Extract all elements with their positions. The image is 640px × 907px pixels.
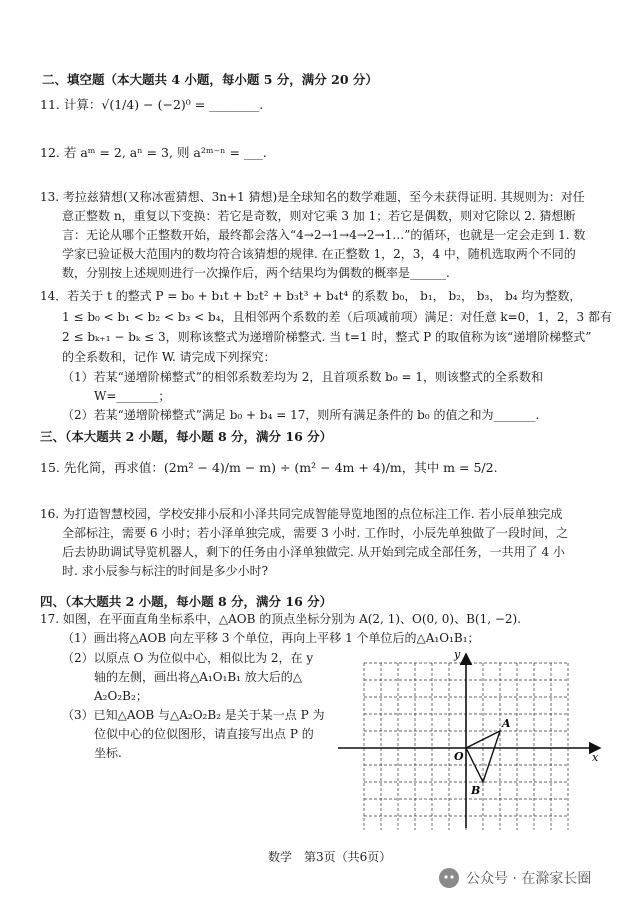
question-17-line: （3）已知△AOB 与△A₂O₂B₂ 是关于某一点 P 为 xyxy=(62,708,325,722)
question-16-line: 时. 求小辰参与标注的时间是多少小时? xyxy=(62,564,269,578)
question-13-line: 意正整数 n，重复以下变换：若它是奇数，则对它乘 3 加 1；若它是偶数，则对它除以 2. 猜想断 xyxy=(62,209,576,223)
section-heading-solve-2: 四、（本大题共 2 小题，每小题 8 分，满分 16 分） xyxy=(40,594,333,609)
question-16-line: 16. 为打造智慧校园，学校安排小辰和小泽共同完成智能导览地图的点位标注工作. 若小辰单独完成 xyxy=(40,507,563,521)
question-14-line: 2 ≤ bₖ₊₁ − bₖ ≤ 3，则称该整式为递增阶梯整式. 当 t=1 时，整式 P 的取值称为该“递增阶梯整式” xyxy=(62,330,592,344)
question-15: 15. 先化简，再求值：(2m² − 4)/m − m) ÷ (m² − 4m + 4)/m，其中 m = 5/2. xyxy=(40,460,498,475)
question-14-line: 14．若关于 t 的整式 P = b₀ + b₁t + b₂t² + b₃t³ + b₄t⁴ 的系数 b₀， b₁， b₂， b₃， b₄ 均为整数， xyxy=(40,289,582,303)
y-axis-label: y xyxy=(454,648,461,661)
question-17-line: 位似中心的位似图形，请直接写出点 P 的 xyxy=(94,727,314,741)
question-17-line: （2）以原点 O 为位似中心，相似比为 2，在 y xyxy=(62,651,314,665)
x-axis-label: x xyxy=(592,751,599,764)
coordinate-grid-figure xyxy=(336,648,604,830)
point-label-o: O xyxy=(454,750,464,763)
question-14-line: 1 ≤ b₀ < b₁ < b₂ < b₃ < b₄，且相邻两个系数的差（后项减前项）满足：对任意 k=0，1，2，3 都有 xyxy=(62,310,613,324)
question-16-line: 全部标注，需要 6 小时；若小泽单独完成，需要 3 小时. 工作时，小辰先单独做了一段时间，之 xyxy=(62,526,569,540)
question-14-line: W=_______； xyxy=(94,389,171,403)
wechat-logo-icon xyxy=(438,867,460,889)
question-16-line: 后去协助调试导览机器人，剩下的任务由小泽单独做完. 从开始到完成全部任务，一共用了 4 小 xyxy=(62,545,565,559)
page-footer: 数学 第3页（共6页） xyxy=(268,850,392,864)
question-14-line: （2）若某“递增阶梯整式”满足 b₀ + b₄ = 17，则所有满足条件的 b₀ 的值之和为_______. xyxy=(62,408,540,422)
question-11: 11. 计算：√(1/4) − (−2)⁰ = ________. xyxy=(40,97,264,112)
section-heading-solve-1: 三、（本大题共 2 小题，每小题 8 分，满分 16 分） xyxy=(40,429,333,444)
point-label-b: B xyxy=(471,784,481,797)
point-labels xyxy=(454,717,511,797)
section-heading-fill-in: 二、填空题（本大题共 4 小题，每小题 5 分，满分 20 分） xyxy=(42,72,378,87)
question-17-line: 坐标. xyxy=(94,746,122,760)
question-13-line: 13. 考拉兹猜想(又称冰雹猜想、3n+1 猜想)是全球知名的数学难题，至今未获得证明. 其规则为：对任 xyxy=(40,190,585,204)
question-13-line: 学家已验证极大范围内的数均符合该猜想的规律. 在正整数 1，2，3，4 中，随机选取两个不同的 xyxy=(62,247,576,261)
watermark xyxy=(438,866,591,890)
question-17-line: A₂O₂B₂； xyxy=(94,689,148,703)
watermark-text: 公众号 · 在滁家长圈 xyxy=(466,871,592,887)
question-12: 12. 若 aᵐ = 2, aⁿ = 3, 则 a²ᵐ⁻ⁿ = ___. xyxy=(40,145,267,160)
question-17-line: 17. 如图，在平面直角坐标系中，△AOB 的顶点坐标分别为 A(2, 1)、O(0, 0)、B(1, −2). xyxy=(40,612,522,626)
question-14-line: （1）若某“递增阶梯整式”的相邻系数差均为 2，且首项系数 b₀ = 1，则该整式的全系数和 xyxy=(62,370,543,384)
question-17-line: （1）画出将△AOB 向左平移 3 个单位，再向上平移 1 个单位后的△A₁O₁B₁； xyxy=(62,631,480,645)
question-13-line: 言：无论从哪个正整数开始，最终都会落入“4→2→1→4→2→1…”的循环，也就是一定会走到 1. 数 xyxy=(62,228,586,242)
question-14-line: 的全系数和，记作 W. 请完成下列探究： xyxy=(62,350,276,364)
question-13-line: 数，分别按上述规则进行一次操作后，两个结果均为偶数的概率是______. xyxy=(62,266,450,280)
question-17-line: 轴的左侧，画出将△A₁O₁B₁ 放大后的△ xyxy=(94,670,303,684)
point-label-a: A xyxy=(502,717,511,730)
